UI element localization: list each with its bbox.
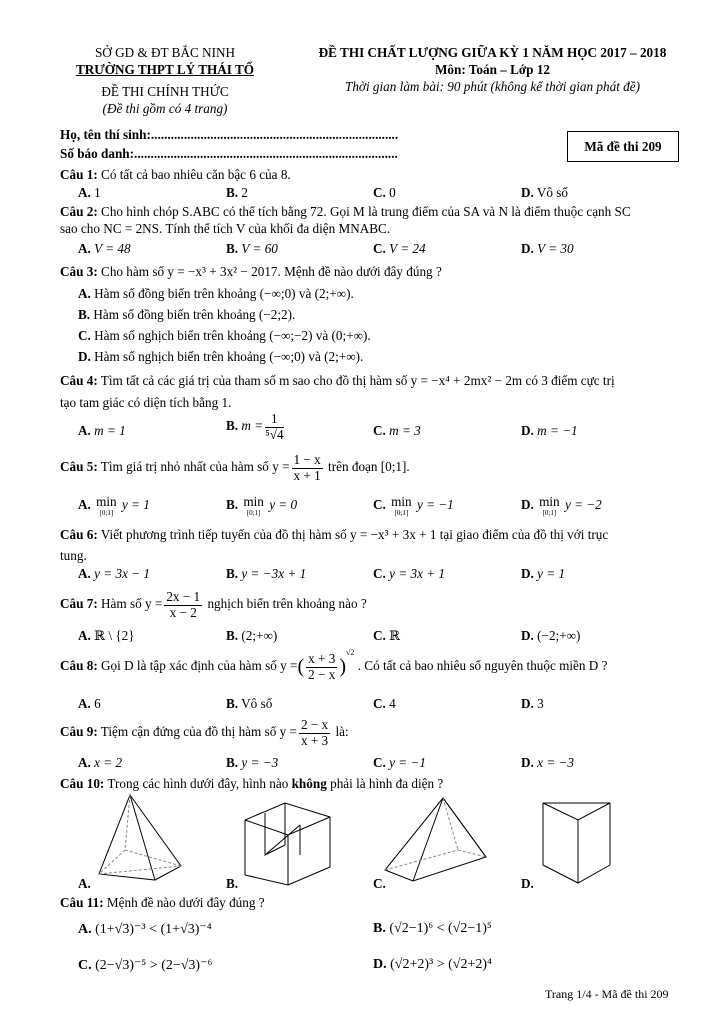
question-6-cont: tung. (60, 548, 87, 563)
q1-text: Có tất cả bao nhiêu căn bậc 6 của 8. (97, 167, 291, 182)
exam-code-box: Mã đề thi 209 (567, 131, 679, 162)
figure-d-prism (538, 795, 623, 887)
q9-option-c: C. y = −1 (373, 755, 426, 770)
q4-option-c: C. m = 3 (373, 423, 421, 438)
q9-option-d: D. x = −3 (521, 755, 574, 770)
q11-option-c: C. (2−√3)⁻⁵ > (2−√3)⁻⁶ (78, 958, 213, 973)
question-3: Câu 3: Cho hàm số y = −x³ + 3x² − 2017. Mệnh đề nào dưới đây đúng ? (60, 264, 442, 279)
time-note: Thời gian làm bài: 90 phút (không kể thời gian phát đề) (344, 79, 640, 94)
candidate-name-row (60, 127, 398, 143)
q3-option-c: C. Hàm số nghịch biến trên khoảng (−∞;−2) và (0;+∞). (78, 328, 371, 343)
q7-option-d: D. (−2;+∞) (521, 628, 581, 643)
question-11: Câu 11: Mệnh đề nào dưới đây đúng ? (60, 895, 265, 910)
school-name: TRƯỜNG THPT LÝ THÁI TỔ (75, 62, 255, 77)
q8-option-d: D. 3 (521, 696, 544, 711)
exam-title: ĐỀ THI CHẤT LƯỢNG GIỮA KỲ 1 NĂM HỌC 2017 – 2018 (318, 45, 667, 60)
q6-option-c: C. y = 3x + 1 (373, 566, 446, 581)
question-10: Câu 10: Trong các hình dưới đây, hình nào không phải là hình đa diện ? (60, 776, 444, 791)
question-6: Câu 6: Viết phương trình tiếp tuyến của đồ thị hàm số y = −x³ + 3x + 1 tại giao điểm của đồ thị với trục (60, 527, 609, 542)
q4-option-b: B. m = $\frac{1}{\text{⁵√4}}$ (226, 411, 284, 442)
q9-option-a: A. x = 2 (78, 755, 123, 770)
q11-option-b: B. (√2−1)⁶ < (√2−1)⁵ (373, 921, 492, 936)
q9-option-b: B. y = −3 (226, 755, 279, 770)
question-7: Câu 7: Hàm số y = $\frac{2x - 1}{x - 2}$ nghịch biến trên khoảng nào ? (60, 589, 367, 620)
dept-name: SỞ GD & ĐT BẮC NINH (94, 45, 236, 60)
q8-option-c: C. 4 (373, 696, 396, 711)
q2-option-c: C. V = 24 (373, 241, 426, 256)
figure-a-pyramid (95, 792, 185, 887)
q10-option-b: B. (226, 876, 239, 891)
figure-c-pyramid (378, 795, 493, 885)
q3-option-a: A. Hàm số đồng biến trên khoảng (−∞;0) và (2;+∞). (78, 286, 354, 301)
question-1 (60, 167, 291, 183)
figure-b-folded-prism (240, 795, 335, 887)
candidate-name-field: ........................................................................... (150, 127, 399, 142)
question-2: Câu 2: Cho hình chóp S.ABC có thể tích bằng 72. Gọi M là trung điểm của SA và N là điểm thuộc cạnh SC (60, 204, 631, 219)
q1-option-b: B. 2 (226, 185, 248, 200)
question-8: Câu 8: Gọi D là tập xác định của hàm số y =( $\frac{x + 3}{2 - x}$ )$^{√2}$ . Có tất cả bao nhiêu số nguyên thuộc miền D ? (60, 647, 608, 682)
q5-option-c: C. min [0;1] y = −1 (373, 494, 454, 517)
q1-option-a: A. 1 (78, 185, 101, 200)
q3-option-b: B. Hàm số đồng biến trên khoảng (−2;2). (78, 307, 296, 322)
candidate-id-row (60, 146, 398, 162)
q7-option-a: A. ℝ \ {2} (78, 628, 135, 643)
q5-option-b: B. min [0;1] y = 0 (226, 494, 298, 517)
question-4: Câu 4: Tìm tất cả các giá trị của tham số m sao cho đồ thị hàm số y = −x⁴ + 2mx² − 2m có 3 điểm cực trị (60, 373, 615, 388)
candidate-id-field: ................................................................................ (134, 146, 398, 161)
q10-option-d: D. (521, 876, 534, 891)
question-2-cont: sao cho NC = 2NS. Tính thể tích V của khối đa diện MNABC. (60, 221, 391, 236)
pages-note: (Đề thi gồm có 4 trang) (102, 101, 228, 116)
q10-option-a: A. (78, 876, 91, 891)
q2-option-a: A. V = 48 (78, 241, 131, 256)
official-label: ĐỀ THI CHÍNH THỨC (101, 84, 229, 99)
q5-option-d: D. min [0;1] y = −2 (521, 494, 602, 517)
q5-option-a: A. min [0;1] y = 1 (78, 494, 150, 517)
q11-option-d: D. (√2+2)³ > (√2+2)⁴ (373, 957, 492, 972)
candidate-id-label: Số báo danh: (60, 146, 135, 161)
q6-option-a: A. y = 3x − 1 (78, 566, 151, 581)
q7-option-b: B. (2;+∞) (226, 628, 278, 643)
subject: Môn: Toán – Lớp 12 (434, 62, 551, 77)
candidate-name-label: Họ, tên thí sinh: (60, 127, 151, 142)
q4-option-d: D. m = −1 (521, 423, 578, 438)
q6-option-d: D. y = 1 (521, 566, 566, 581)
question-4-cont: tạo tam giác có diện tích bằng 1. (60, 395, 232, 410)
q6-option-b: B. y = −3x + 1 (226, 566, 307, 581)
q11-option-a: A. (1+√3)⁻³ < (1+√3)⁻⁴ (78, 922, 212, 937)
q2-option-b: B. V = 60 (226, 241, 278, 256)
q1-option-d: D. Vô số (521, 185, 569, 200)
q4-option-a: A. m = 1 (78, 423, 126, 438)
q8-option-a: A. 6 (78, 696, 101, 711)
q2-option-d: D. V = 30 (521, 241, 574, 256)
question-5: Câu 5: Tìm giá trị nhỏ nhất của hàm số y = $\frac{1 - x}{x + 1}$ trên đoạn [0;1]. (60, 452, 410, 483)
page-footer: Trang 1/4 - Mã đề thi 209 (545, 987, 669, 1001)
question-9: Câu 9: Tiệm cận đứng của đồ thị hàm số y = $\frac{2 - x}{x + 3}$ là: (60, 717, 349, 748)
q1-option-c: C. 0 (373, 185, 396, 200)
q3-option-d: D. Hàm số nghịch biến trên khoảng (−∞;0) và (2;+∞). (78, 349, 364, 364)
q10-option-c: C. (373, 876, 386, 891)
q7-option-c: C. ℝ (373, 628, 401, 643)
q1-label: Câu 1: (60, 167, 98, 182)
q8-option-b: B. Vô số (226, 696, 273, 711)
